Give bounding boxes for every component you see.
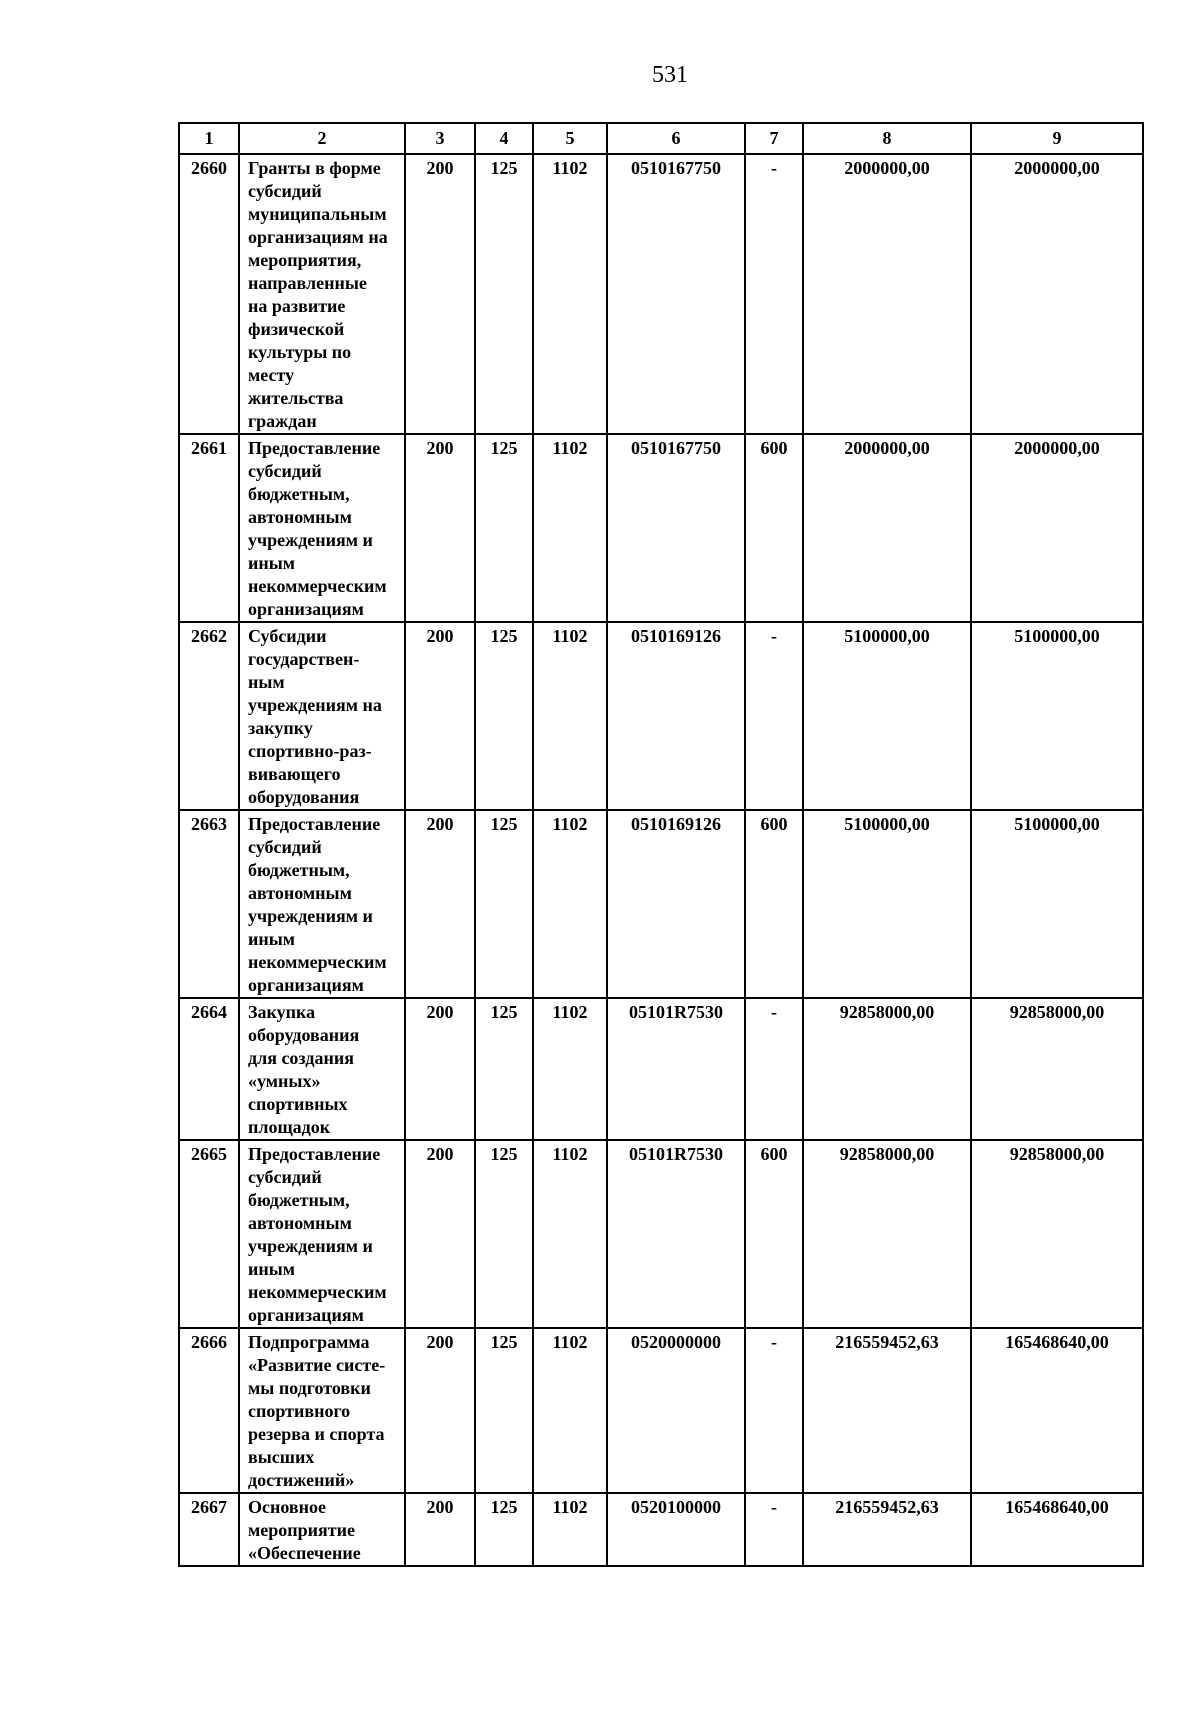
cell-c8: 92858000,00 bbox=[803, 1140, 971, 1328]
row-number-cell: 2661 bbox=[179, 434, 239, 622]
description-line: вивающего bbox=[248, 764, 341, 784]
cell-c9: 5100000,00 bbox=[971, 622, 1143, 810]
description-line: бюджетным, bbox=[248, 1190, 350, 1210]
description-line: Основное bbox=[248, 1497, 326, 1517]
cell-c7: 600 bbox=[745, 434, 803, 622]
description-line: закупку bbox=[248, 718, 313, 738]
description-line: мероприятие bbox=[248, 1520, 355, 1540]
description-line: направленные bbox=[248, 273, 367, 293]
cell-c7: 600 bbox=[745, 1140, 803, 1328]
description-line: субсидий bbox=[248, 181, 322, 201]
description-line: оборудования bbox=[248, 1025, 360, 1045]
cell-c4: 125 bbox=[475, 434, 533, 622]
description-line: Закупка bbox=[248, 1002, 316, 1022]
cell-c8: 2000000,00 bbox=[803, 154, 971, 434]
description-line: культуры по bbox=[248, 342, 352, 362]
cell-c8: 216559452,63 bbox=[803, 1493, 971, 1566]
description-line: учреждениям и bbox=[248, 1236, 373, 1256]
description-line: некоммерческим bbox=[248, 952, 387, 972]
row-number-cell: 2664 bbox=[179, 998, 239, 1140]
cell-c5: 1102 bbox=[533, 434, 607, 622]
description-cell bbox=[239, 1493, 405, 1566]
description-line: Субсидии bbox=[248, 626, 327, 646]
table-row bbox=[179, 622, 1143, 810]
description-line: бюджетным, bbox=[248, 484, 350, 504]
row-number-cell: 2665 bbox=[179, 1140, 239, 1328]
cell-c8: 2000000,00 bbox=[803, 434, 971, 622]
description-line: спортивного bbox=[248, 1401, 351, 1421]
cell-c3: 200 bbox=[405, 434, 475, 622]
row-number-cell: 2667 bbox=[179, 1493, 239, 1566]
cell-c6: 0510167750 bbox=[607, 434, 745, 622]
description-line: месту bbox=[248, 365, 295, 385]
description-line: организациям bbox=[248, 599, 364, 619]
cell-c7: - bbox=[745, 622, 803, 810]
description-line: учреждениям на bbox=[248, 695, 382, 715]
description-line: некоммерческим bbox=[248, 1282, 387, 1302]
cell-c6: 0520000000 bbox=[607, 1328, 745, 1493]
cell-c6: 0520100000 bbox=[607, 1493, 745, 1566]
cell-c3: 200 bbox=[405, 1493, 475, 1566]
cell-c7: - bbox=[745, 1328, 803, 1493]
description-line: организациям bbox=[248, 975, 364, 995]
description-line: ным bbox=[248, 672, 285, 692]
description-line: на развитие bbox=[248, 296, 346, 316]
description-line: организациям на bbox=[248, 227, 388, 247]
cell-c3: 200 bbox=[405, 622, 475, 810]
cell-c4: 125 bbox=[475, 154, 533, 434]
description-line: площадок bbox=[248, 1117, 331, 1137]
cell-c9: 2000000,00 bbox=[971, 154, 1143, 434]
column-header: 1 bbox=[179, 123, 239, 154]
description-line: автономным bbox=[248, 883, 352, 903]
cell-c6: 0510169126 bbox=[607, 622, 745, 810]
description-cell bbox=[239, 998, 405, 1140]
description-cell bbox=[239, 810, 405, 998]
description-line: муниципальным bbox=[248, 204, 387, 224]
cell-c9: 165468640,00 bbox=[971, 1328, 1143, 1493]
description-line: «Обеспечение bbox=[248, 1543, 361, 1563]
table-row bbox=[179, 1493, 1143, 1566]
description-line: некоммерческим bbox=[248, 576, 387, 596]
cell-c4: 125 bbox=[475, 810, 533, 998]
description-line: спортивных bbox=[248, 1094, 348, 1114]
cell-c8: 92858000,00 bbox=[803, 998, 971, 1140]
description-line: мероприятия, bbox=[248, 250, 362, 270]
description-cell bbox=[239, 622, 405, 810]
table-row bbox=[179, 810, 1143, 998]
cell-c4: 125 bbox=[475, 998, 533, 1140]
cell-c4: 125 bbox=[475, 1140, 533, 1328]
cell-c3: 200 bbox=[405, 1328, 475, 1493]
cell-c3: 200 bbox=[405, 1140, 475, 1328]
cell-c4: 125 bbox=[475, 1328, 533, 1493]
column-header: 3 bbox=[405, 123, 475, 154]
cell-c9: 92858000,00 bbox=[971, 1140, 1143, 1328]
table-row bbox=[179, 1328, 1143, 1493]
table-row bbox=[179, 998, 1143, 1140]
description-line: высших bbox=[248, 1447, 315, 1467]
description-line: резерва и спорта bbox=[248, 1424, 385, 1444]
cell-c9: 2000000,00 bbox=[971, 434, 1143, 622]
cell-c8: 5100000,00 bbox=[803, 622, 971, 810]
cell-c5: 1102 bbox=[533, 998, 607, 1140]
description-line: «Развитие систе- bbox=[248, 1355, 386, 1375]
description-line: спортивно-раз- bbox=[248, 741, 372, 761]
cell-c7: - bbox=[745, 1493, 803, 1566]
description-line: автономным bbox=[248, 1213, 352, 1233]
description-line: физической bbox=[248, 319, 345, 339]
description-cell bbox=[239, 154, 405, 434]
description-line: субсидий bbox=[248, 461, 322, 481]
description-cell bbox=[239, 1140, 405, 1328]
cell-c8: 5100000,00 bbox=[803, 810, 971, 998]
cell-c3: 200 bbox=[405, 154, 475, 434]
cell-c5: 1102 bbox=[533, 622, 607, 810]
cell-c5: 1102 bbox=[533, 154, 607, 434]
description-line: учреждениям и bbox=[248, 906, 373, 926]
cell-c6: 05101R7530 bbox=[607, 1140, 745, 1328]
cell-c3: 200 bbox=[405, 998, 475, 1140]
description-line: для создания bbox=[248, 1048, 354, 1068]
description-line: организациям bbox=[248, 1305, 364, 1325]
row-number-cell: 2662 bbox=[179, 622, 239, 810]
column-header: 6 bbox=[607, 123, 745, 154]
description-line: иным bbox=[248, 553, 296, 573]
cell-c4: 125 bbox=[475, 622, 533, 810]
description-cell bbox=[239, 1328, 405, 1493]
description-line: автономным bbox=[248, 507, 352, 527]
description-line: субсидий bbox=[248, 837, 322, 857]
column-header: 2 bbox=[239, 123, 405, 154]
cell-c5: 1102 bbox=[533, 810, 607, 998]
cell-c7: - bbox=[745, 998, 803, 1140]
description-line: Предоставление bbox=[248, 1144, 381, 1164]
description-cell bbox=[239, 434, 405, 622]
column-header: 5 bbox=[533, 123, 607, 154]
cell-c6: 0510169126 bbox=[607, 810, 745, 998]
description-line: государствен- bbox=[248, 649, 360, 669]
cell-c9: 92858000,00 bbox=[971, 998, 1143, 1140]
description-line: достижений» bbox=[248, 1470, 355, 1490]
cell-c4: 125 bbox=[475, 1493, 533, 1566]
cell-c9: 5100000,00 bbox=[971, 810, 1143, 998]
description-line: субсидий bbox=[248, 1167, 322, 1187]
column-header: 9 bbox=[971, 123, 1143, 154]
cell-c5: 1102 bbox=[533, 1140, 607, 1328]
cell-c7: 600 bbox=[745, 810, 803, 998]
cell-c3: 200 bbox=[405, 810, 475, 998]
cell-c8: 216559452,63 bbox=[803, 1328, 971, 1493]
cell-c6: 05101R7530 bbox=[607, 998, 745, 1140]
description-line: учреждениям и bbox=[248, 530, 373, 550]
description-line: «умных» bbox=[248, 1071, 321, 1091]
budget-table bbox=[178, 122, 1144, 1567]
cell-c6: 0510167750 bbox=[607, 154, 745, 434]
page-number: 531 bbox=[652, 62, 688, 88]
description-line: Предоставление bbox=[248, 438, 381, 458]
row-number-cell: 2663 bbox=[179, 810, 239, 998]
column-header: 8 bbox=[803, 123, 971, 154]
description-line: граждан bbox=[248, 411, 317, 431]
description-line: иным bbox=[248, 1259, 296, 1279]
row-number-cell: 2666 bbox=[179, 1328, 239, 1493]
column-header: 4 bbox=[475, 123, 533, 154]
table-header-row bbox=[179, 123, 1143, 154]
table-row bbox=[179, 434, 1143, 622]
description-line: Гранты в форме bbox=[248, 158, 381, 178]
description-line: иным bbox=[248, 929, 296, 949]
description-line: жительства bbox=[248, 388, 344, 408]
description-line: Предоставление bbox=[248, 814, 381, 834]
row-number-cell: 2660 bbox=[179, 154, 239, 434]
cell-c7: - bbox=[745, 154, 803, 434]
description-line: бюджетным, bbox=[248, 860, 350, 880]
table-row bbox=[179, 1140, 1143, 1328]
description-line: Подпрограмма bbox=[248, 1332, 370, 1352]
description-line: оборудования bbox=[248, 787, 360, 807]
table-body bbox=[179, 154, 1143, 1566]
cell-c9: 165468640,00 bbox=[971, 1493, 1143, 1566]
description-line: мы подготовки bbox=[248, 1378, 371, 1398]
table-row bbox=[179, 154, 1143, 434]
column-header: 7 bbox=[745, 123, 803, 154]
cell-c5: 1102 bbox=[533, 1328, 607, 1493]
cell-c5: 1102 bbox=[533, 1493, 607, 1566]
